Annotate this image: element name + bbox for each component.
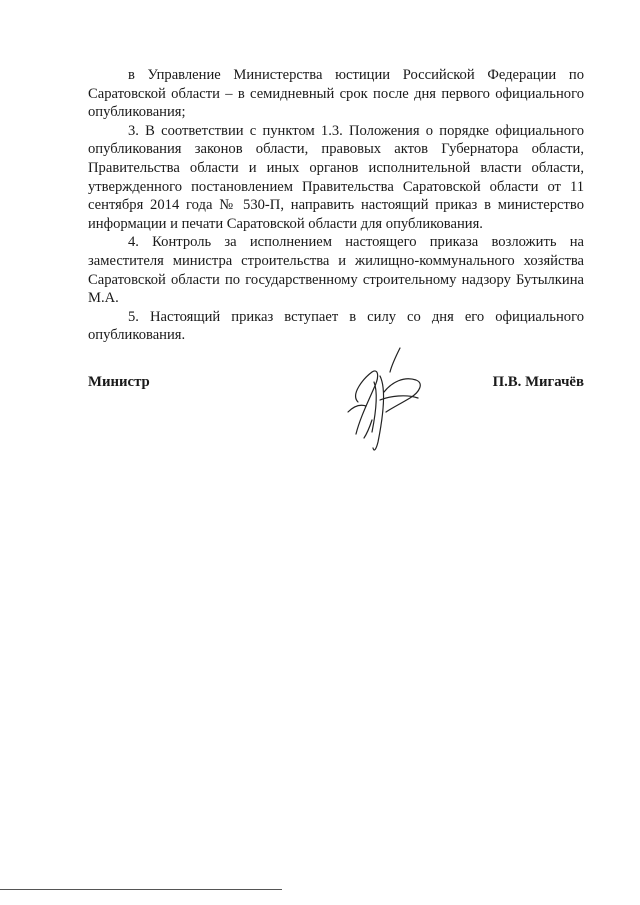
handwritten-signature bbox=[320, 342, 440, 454]
paragraph-continuation: в Управление Министерства юстиции Российской Федерации по Саратовской области – в семидневный срок после дня первого официального опубликования; bbox=[88, 67, 584, 121]
paragraph-item-5: 5. Настоящий приказ вступает в силу со дня его официального опубликования. bbox=[88, 308, 584, 344]
signatory-name: П.В. Мигачёв bbox=[492, 374, 584, 390]
document-body bbox=[88, 66, 584, 345]
paragraph-item-4: 4. Контроль за исполнением настоящего приказа возложить на заместителя министра строительства и жилищно-коммунального хозяйства Саратовской области по государственному строительному надзору Бутылкина М.А. bbox=[88, 234, 584, 307]
signatory-title: Министр bbox=[88, 374, 150, 390]
paragraph-item-3: 3. В соответствии с пунктом 1.3. Положения о порядке официального опубликования законов области, правовых актов Губернатора области, Правительства области и иных органов исполнительной власти области, утвержденного постановлением Правительства Саратовской области от 11 сентября 2014 года № 530-П, направить настоящий приказ в министерство информации и печати Саратовской области для опубликования. bbox=[88, 122, 584, 232]
page-bottom-rule bbox=[0, 889, 282, 890]
